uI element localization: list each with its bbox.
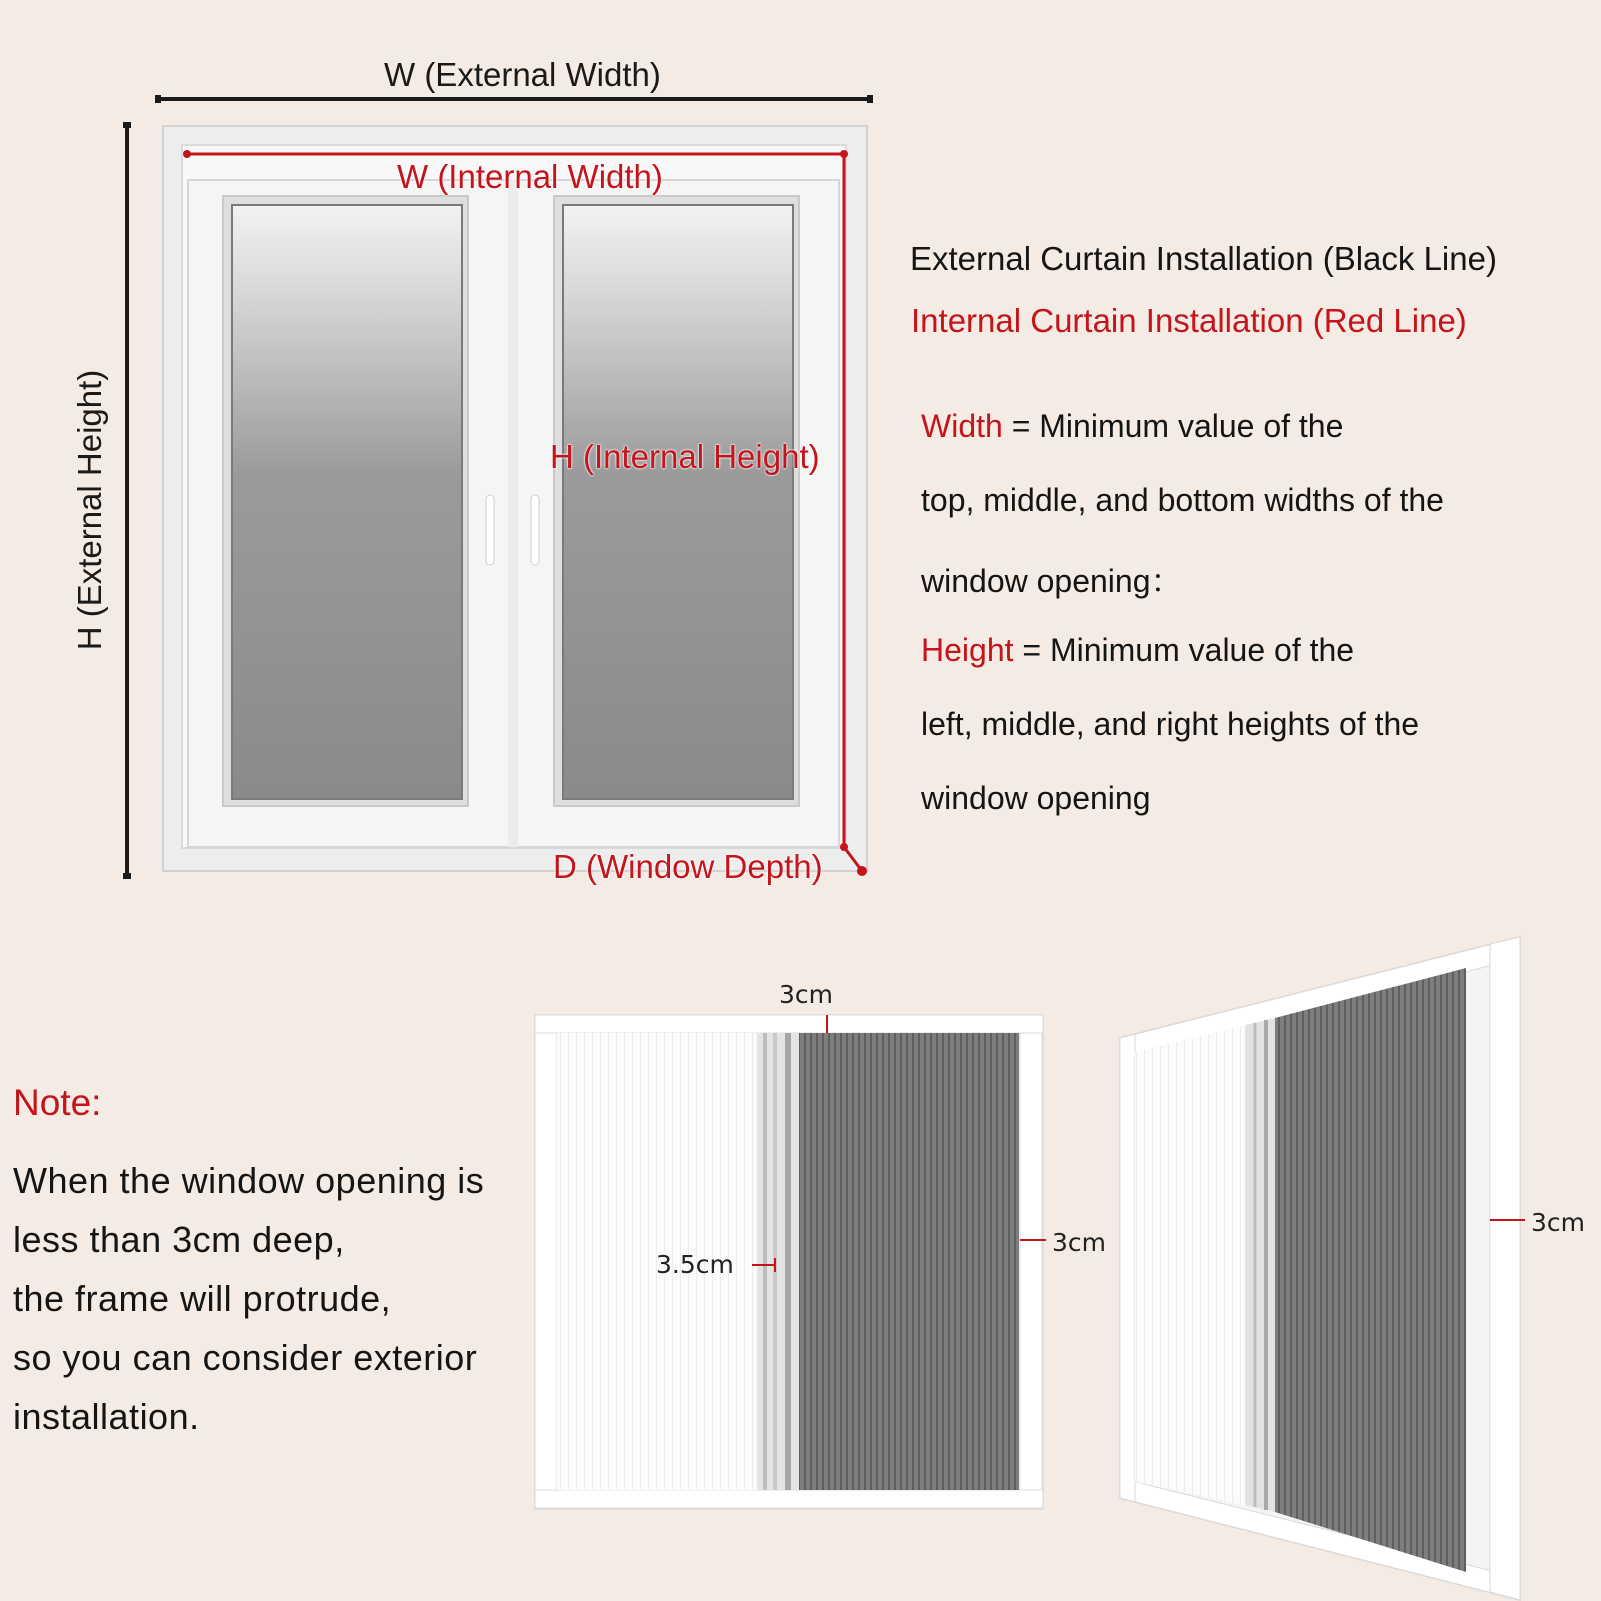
front-dark-pleat <box>799 1033 1019 1490</box>
external-width-label: W (External Width) <box>384 56 661 93</box>
product-front-view <box>535 1015 1046 1509</box>
window-depth-label: D (Window Depth) <box>553 848 823 885</box>
note-title: Note: <box>13 1082 102 1123</box>
window-handle-right <box>531 495 539 565</box>
angle-dark-pleat <box>1275 968 1466 1572</box>
note-line: When the window opening is <box>13 1160 485 1201</box>
width-rule-line3: window opening： <box>921 563 1183 599</box>
legend-external-line: External Curtain Installation (Black Line) <box>910 240 1497 277</box>
window-right-glass <box>563 205 793 799</box>
height-term: Height <box>921 632 1014 668</box>
angle-side-measure: 3cm <box>1531 1208 1586 1237</box>
note-line: so you can consider exterior <box>13 1337 478 1378</box>
angle-light-pleat <box>1135 1025 1245 1505</box>
width-term: Width <box>921 408 1003 444</box>
height-rule-line1 <box>921 632 1354 669</box>
internal-height-label: H (Internal Height) <box>550 438 820 475</box>
front-middle-measure: 3.5cm <box>656 1250 734 1279</box>
note-line: installation. <box>13 1396 200 1437</box>
front-top-measure: 3cm <box>779 980 834 1009</box>
internal-width-label: W (Internal Width) <box>397 158 663 195</box>
window-left-glass <box>232 205 462 799</box>
window-illustration <box>163 126 867 871</box>
window-handle-left <box>486 495 494 565</box>
note-line: less than 3cm deep, <box>13 1219 345 1260</box>
height-rule-line2: left, middle, and right heights of the <box>921 706 1420 742</box>
width-rule-line1-rest: = Minimum value of the <box>1002 408 1344 444</box>
external-height-label: H (External Height) <box>71 369 108 651</box>
height-rule-line1-rest: = Minimum value of the <box>1013 632 1355 668</box>
product-angle-view <box>1120 937 1525 1600</box>
note-line: the frame will protrude, <box>13 1278 392 1319</box>
front-side-measure: 3cm <box>1052 1228 1107 1257</box>
legend-internal-line: Internal Curtain Installation (Red Line) <box>911 302 1467 339</box>
height-rule-line3: window opening <box>921 780 1151 816</box>
width-rule-line1 <box>921 408 1343 445</box>
width-rule-line2: top, middle, and bottom widths of the <box>921 482 1444 518</box>
